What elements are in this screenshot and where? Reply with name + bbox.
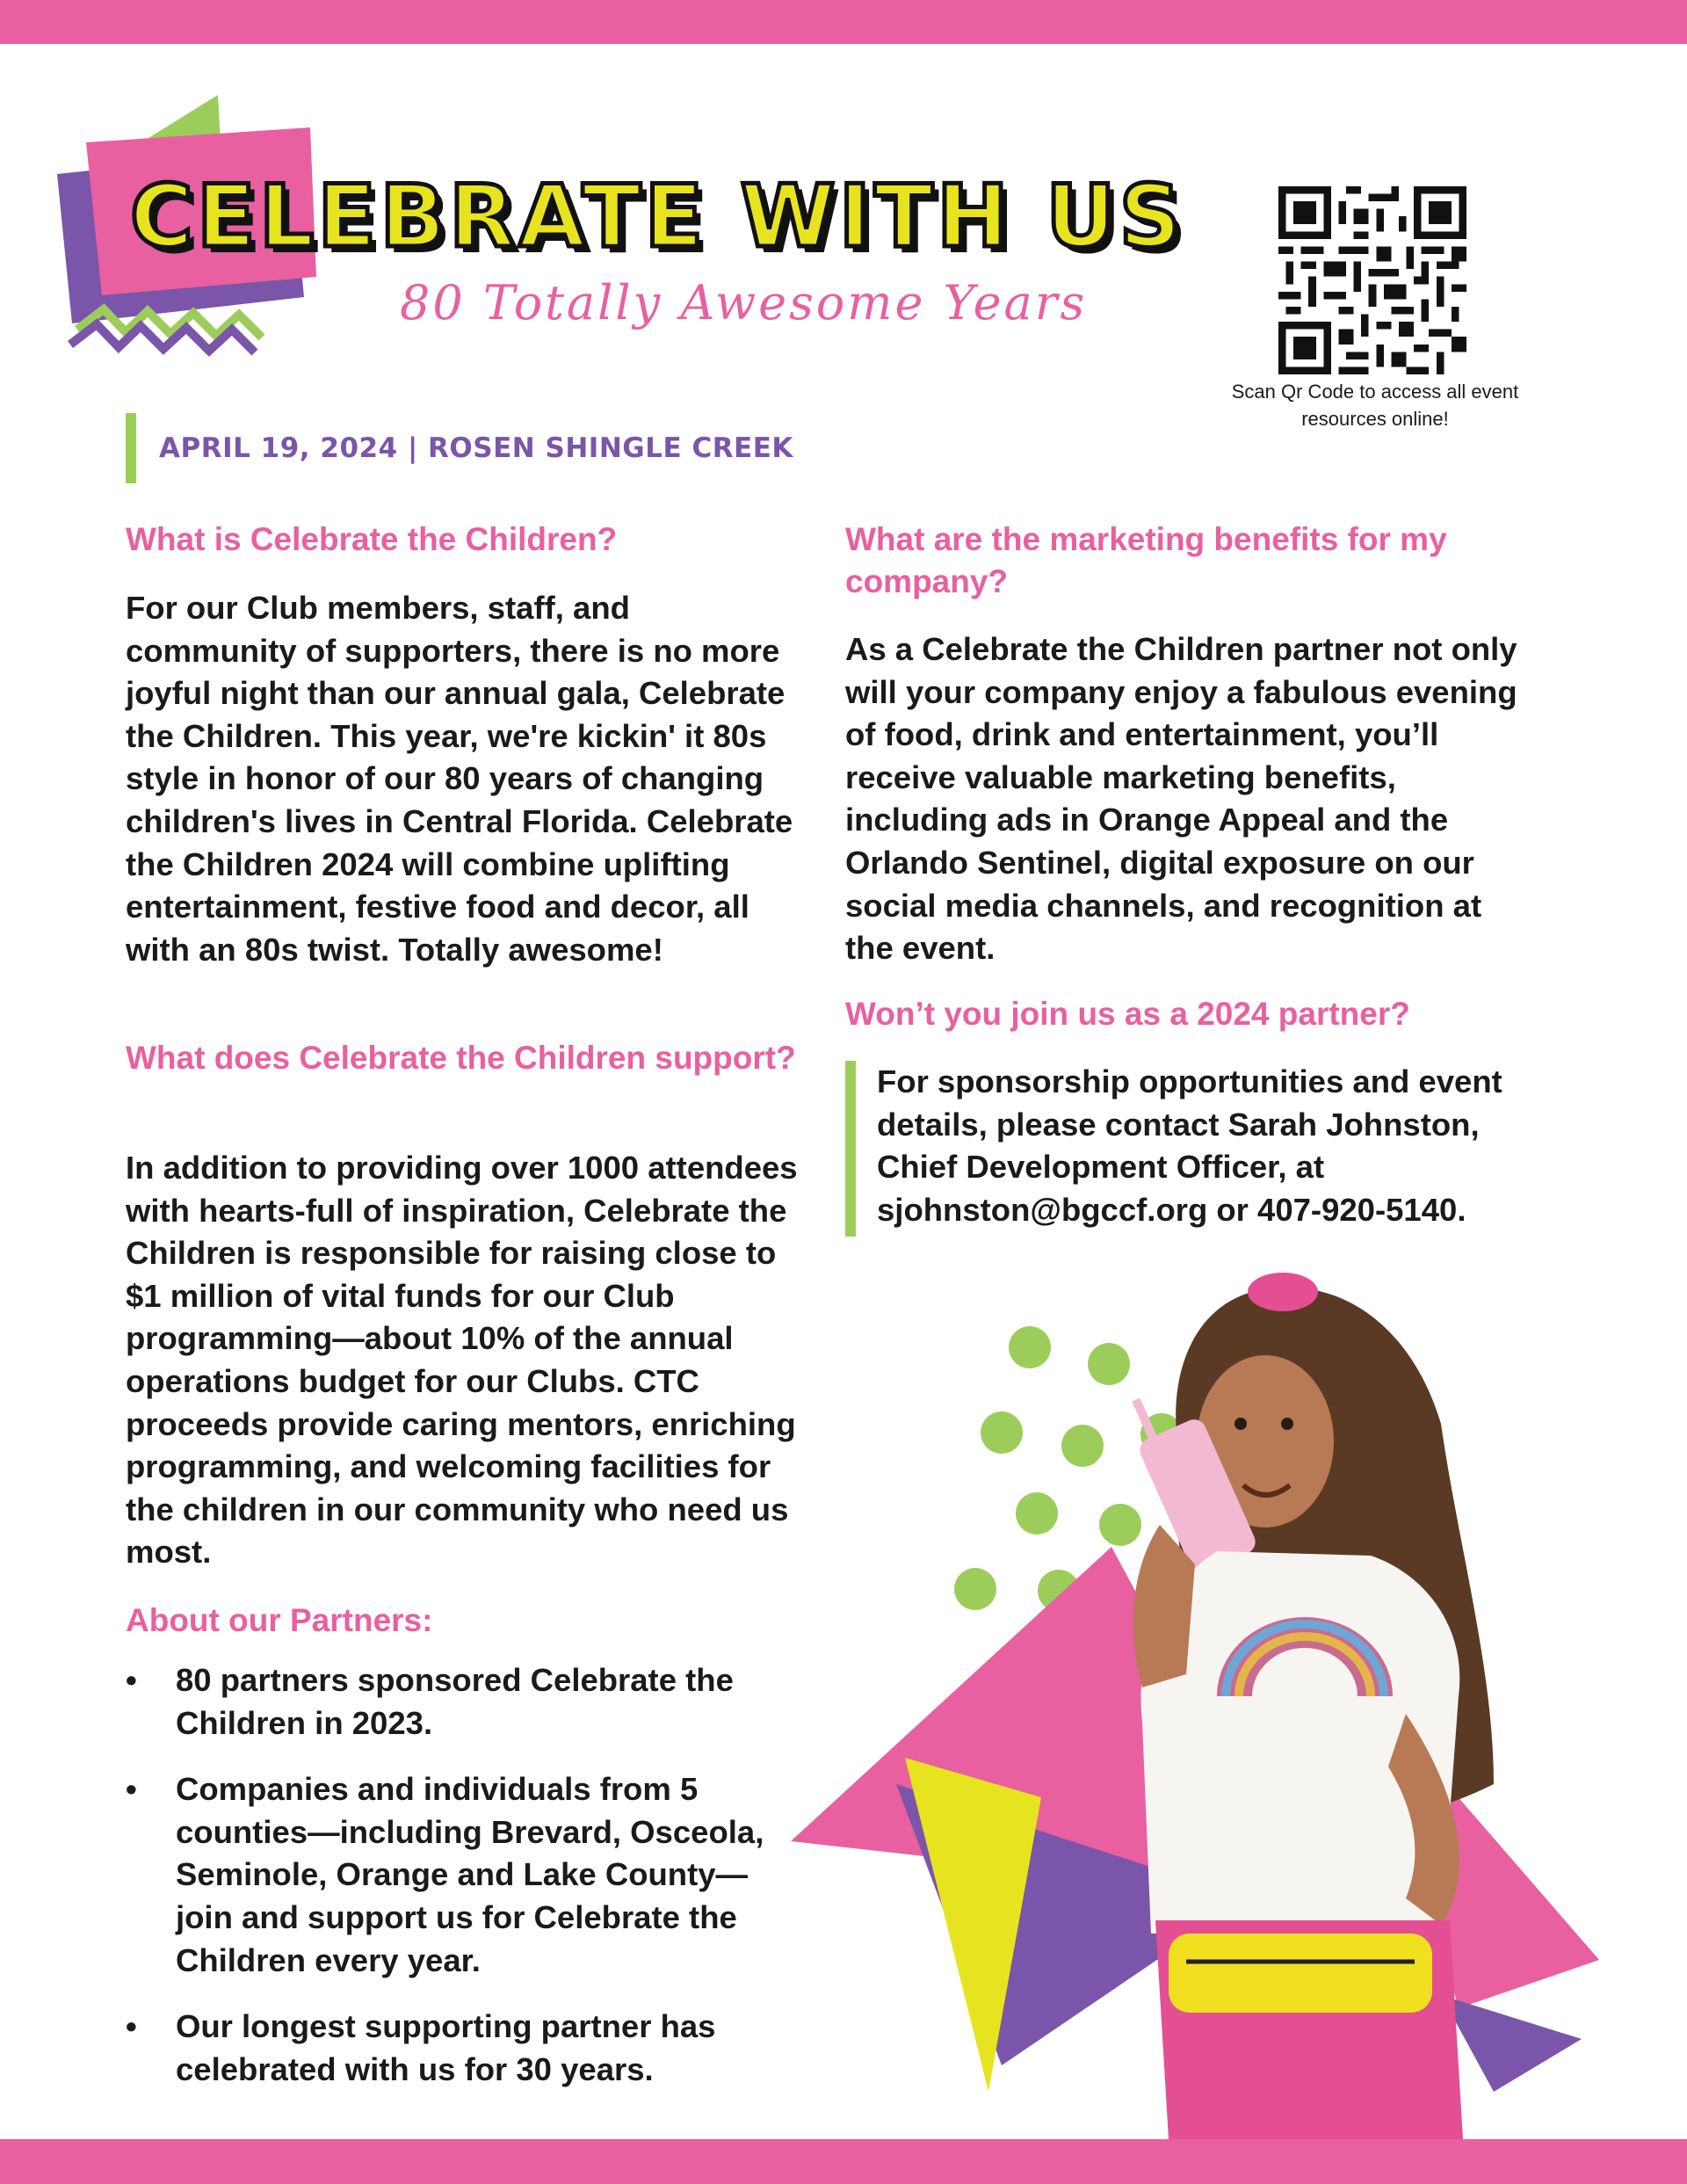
heading-marketing-benefits: What are the marketing benefits for my company? (845, 521, 1447, 599)
partners-list (126, 1659, 793, 2115)
paragraph-what-supports: In addition to providing over 1000 attendees with hearts-full of inspiration, Celebrate the Children is responsible for raising close to $1 million of vital funds for our Club programming—about 10% of the annual operations budget for our Clubs. CTC proceeds provide caring mentors, enriching programming, and welcoming facilities for the children in our community who need us most. (126, 1150, 798, 1571)
pink-triangle (791, 1547, 1300, 1898)
heading-what-is: What is Celebrate the Children? (126, 521, 618, 557)
yellow-triangle (905, 1758, 1041, 2092)
contact-accent-bar (845, 1061, 856, 1237)
paragraph-what-is: For our Club members, staff, and community of supporters, there is no more joyful night than our annual gala, Celebrate the Children. This year, we're kickin' it 80s style in honor of our 80 years of changing children's lives in Central Florida. Celebrate the Children 2024 will combine uplifting entertainment, festive food and decor, all with an 80s twist. Totally awesome! (126, 590, 793, 968)
pink-triangle-right (1371, 1696, 1599, 2008)
qr-caption: Scan Qr Code to access all event resources online! (1231, 381, 1519, 430)
heading-what-supports: What does Celebrate the Children support? (126, 1040, 796, 1076)
girl-photo (1132, 1273, 1494, 2139)
list-item: • Our longest supporting partner has celebrated with us for 30 years. (126, 2006, 793, 2091)
paragraph-marketing-benefits: As a Celebrate the Children partner not only will your company enjoy a fabulous evening of food, drink and entertainment, you’ll receive valuable marketing benefits, including ads in Orange Appeal and the Orlando Sentinel, digital exposure on our social media channels, and recognition at the event. (845, 631, 1517, 967)
purple-triangle-right (1441, 1995, 1582, 2092)
qr-code-icon[interactable] (1278, 186, 1466, 374)
bottom-band (0, 2139, 1687, 2184)
event-date-venue: APRIL 19, 2024 | ROSEN SHINGLE CREEK (159, 432, 793, 464)
green-dots (954, 1326, 1183, 1612)
heading-join-us: Won’t you join us as a 2024 partner? (845, 996, 1410, 1032)
purple-triangle (896, 1784, 1248, 2065)
heading-partners: About our Partners: (126, 1602, 433, 1638)
paragraph-contact: For sponsorship opportunities and event details, please contact Sarah Johnston, Chief Development Officer, at sjohnston@bgccf.org or 407-920-5140. (877, 1063, 1502, 1228)
page-title: CELEBRATE WITH US (130, 167, 1185, 267)
list-item: • 80 partners sponsored Celebrate the Children in 2023. (126, 1659, 793, 1745)
list-item: • Companies and individuals from 5 counties—including Brevard, Osceola, Seminole, Orange and Lake County—join and support us for Celebrate the Children every year. (126, 1768, 793, 1982)
page-subtitle: 80 Totally Awesome Years (400, 275, 1088, 330)
date-accent-bar (126, 413, 136, 483)
